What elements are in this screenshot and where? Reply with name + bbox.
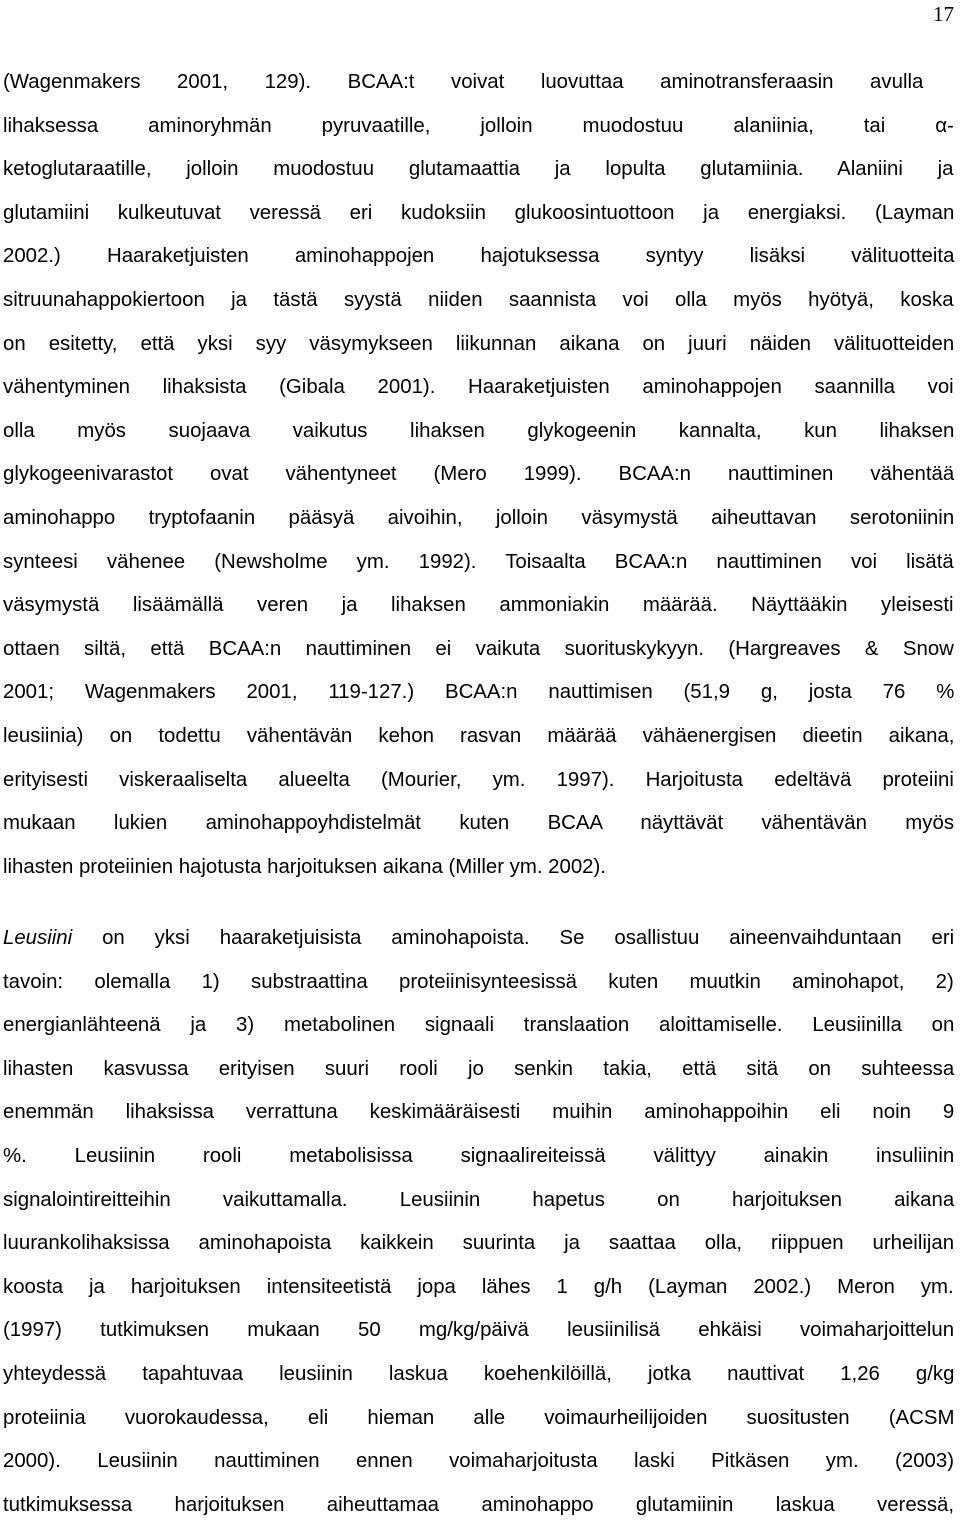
italic-term: Leusiini: [3, 927, 73, 949]
text-line: ketoglutaraatille, jolloin muodostuu glutamaattia ja lopulta glutamiinia. Alaniini ja: [3, 158, 954, 181]
text-line: synteesi vähenee (Newsholme ym. 1992). Toisaalta BCAA:n nauttiminen voi lisätä: [3, 550, 954, 573]
text-line: proteiinia vuorokaudessa, eli hieman alle voimaurheilijoiden suositusten (ACSM: [3, 1406, 955, 1429]
text-line: energianlähteenä ja 3) metabolinen signaali translaation aloittamiselle. Leusiinilla on: [3, 1014, 955, 1037]
text-line: lihasten kasvussa erityisen suuri rooli jo senkin takia, että sitä on suhteessa: [3, 1057, 955, 1080]
text-line: 2002.) Haaraketjuisten aminohappojen hajotuksessa syntyy lisäksi välituotteita: [3, 245, 955, 268]
text-line: lihaksessa aminoryhmän pyruvaatille, jolloin muodostuu alaniinia, tai α-: [3, 114, 954, 137]
text-line: (Wagenmakers 2001, 129). BCAA:t voivat luovuttaa aminotransferaasin avulla: [3, 71, 924, 93]
paragraph-leucine: [3, 917, 954, 1527]
text-line: signalointireitteihin vaikuttamalla. Leusiinin hapetus on harjoituksen aikana: [3, 1188, 955, 1211]
text-line: glutamiini kulkeutuvat veressä eri kudoksiin glukoosintuottoon ja energiaksi. (Layman: [3, 201, 955, 224]
text-line: koosta ja harjoituksen intensiteetistä jopa lähes 1 g/h (Layman 2002.) Meron ym.: [3, 1275, 954, 1298]
text-line: 2000). Leusiinin nauttiminen ennen voimaharjoitusta laski Pitkäsen ym. (2003): [3, 1450, 955, 1473]
text-line-first: [3, 917, 954, 961]
text-line: glykogeenivarastot ovat vähentyneet (Mero 1999). BCAA:n nauttiminen vähentää: [3, 463, 955, 486]
page-number: 17: [933, 2, 954, 26]
text-fragment: on yksi haaraketjuisista aminohapoista. Se osallistuu aineenvaihduntaan eri: [72, 927, 955, 949]
text-line: yhteydessä tapahtuvaa leusiinin laskua koehenkilöillä, jotka nauttivat 1,26 g/kg: [3, 1362, 955, 1385]
text-line: väsymystä lisäämällä veren ja lihaksen ammoniakin määrää. Näyttääkin yleisesti: [3, 594, 954, 617]
text-line: enemmän lihaksissa verrattuna keskimääräisesti muihin aminohappoihin eli noin 9: [3, 1101, 955, 1124]
text-line: mukaan lukien aminohappoyhdistelmät kuten BCAA näyttävät vähentävän myös: [3, 812, 955, 835]
text-line: sitruunahappokiertoon ja tästä syystä niiden saannista voi olla myös hyötyä, koska: [3, 288, 954, 311]
paragraph-bcaa: [3, 61, 954, 889]
text-line: tutkimuksessa harjoituksen aiheuttamaa aminohappo glutamiinin laskua veressä,: [3, 1493, 955, 1516]
text-line: leusiinia) on todettu vähentävän kehon rasvan määrää vähäenergisen dieetin aikana,: [3, 724, 955, 747]
text-line: tavoin: olemalla 1) substraattina proteiinisynteesissä kuten muutkin aminohapot, 2): [3, 970, 954, 993]
text-line: luurankolihaksissa aminohapoista kaikkein suurinta ja saattaa olla, riippuen urheilijan: [3, 1232, 955, 1255]
text-line: erityisesti viskeraaliselta alueelta (Mourier, ym. 1997). Harjoitusta edeltävä proteiini: [3, 768, 954, 791]
text-line: lihasten proteiinien hajotusta harjoituksen aikana (Miller ym. 2002).: [3, 855, 606, 878]
text-line: 2001; Wagenmakers 2001, 119-127.) BCAA:n nauttimisen (51,9 g, josta 76 %: [3, 681, 955, 704]
text-line: on esitetty, että yksi syy väsymykseen liikunnan aikana on juuri näiden välituotteiden: [3, 332, 955, 355]
text-line: aminohappo tryptofaanin pääsyä aivoihin, jolloin väsymystä aiheuttavan serotoniinin: [3, 506, 955, 529]
text-line: %. Leusiinin rooli metabolisissa signaalireiteissä välittyy ainakin insuliinin: [3, 1144, 955, 1167]
text-line: ottaen siltä, että BCAA:n nauttiminen ei vaikuta suorituskykyyn. (Hargreaves & Snow: [3, 637, 954, 660]
text-line: olla myös suojaava vaikutus lihaksen glykogeenin kannalta, kun lihaksen: [3, 419, 955, 442]
text-line: (1997) tutkimuksen mukaan 50 mg/kg/päivä leusiinilisä ehkäisi voimaharjoittelun: [3, 1319, 955, 1342]
text-line: vähentyminen lihaksista (Gibala 2001). Haaraketjuisten aminohappojen saannilla voi: [3, 376, 954, 399]
